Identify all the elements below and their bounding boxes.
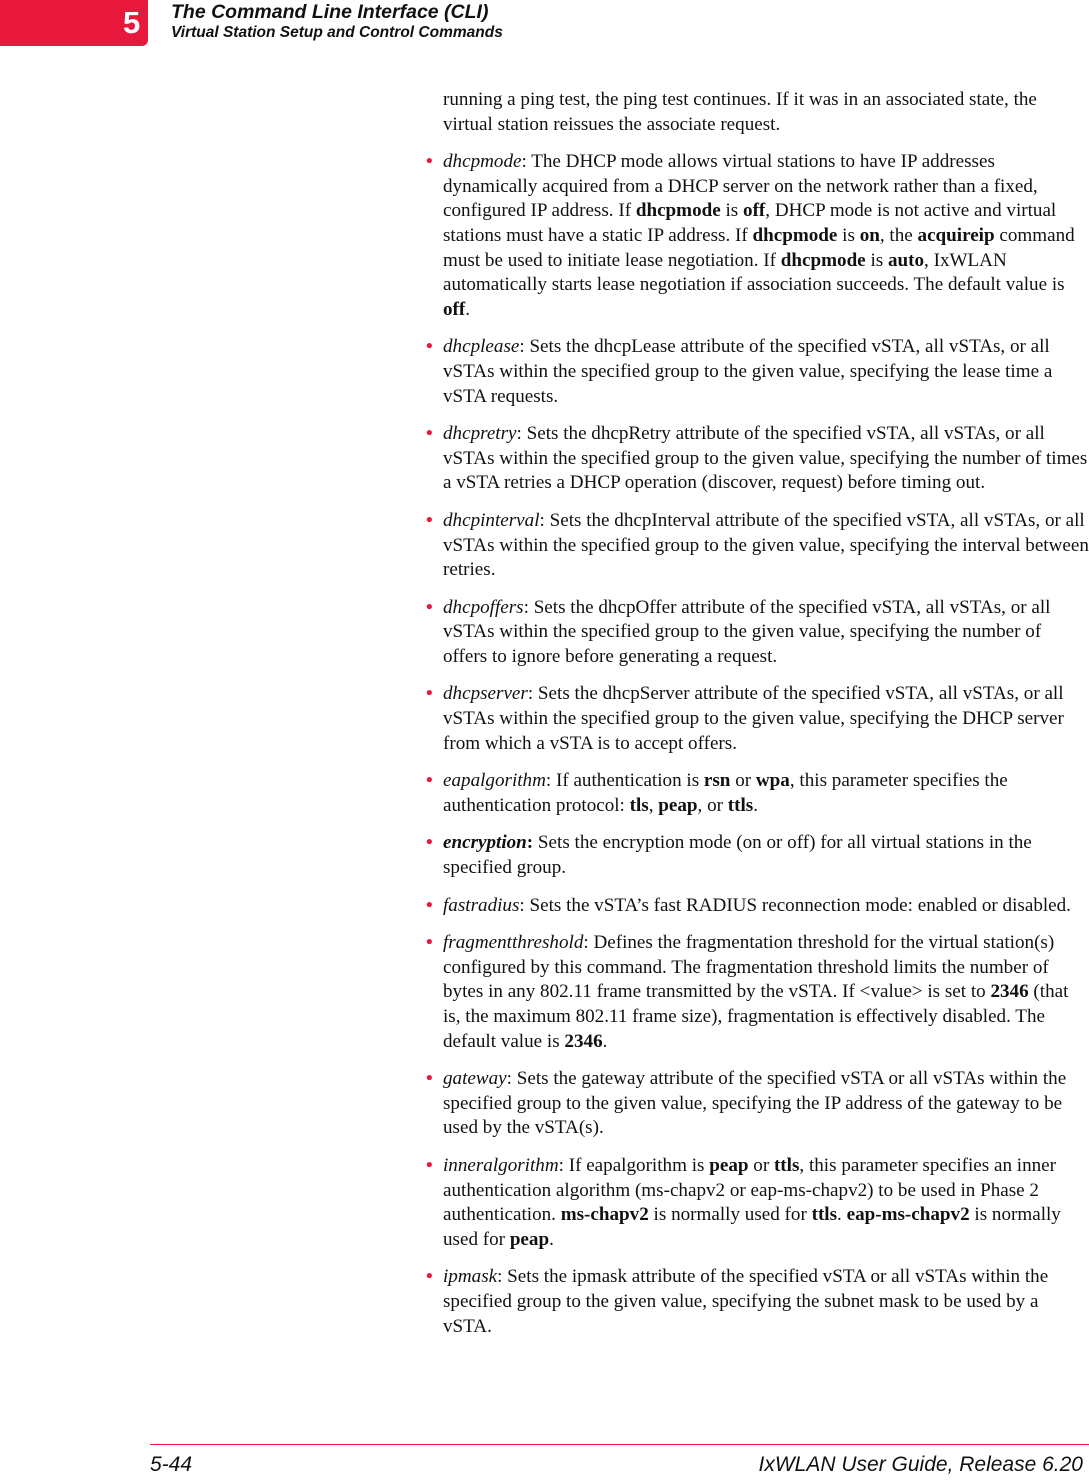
- description-text: : Defines the fragmentation threshold for the virtual station(s) configured by this command. The fragmentation threshold limits the number of bytes in any 802.11 frame transmitted by the vSTA. If <value> is set to: [443, 932, 1055, 1003]
- parameter-term: dhcplease: [443, 336, 520, 358]
- description-text: .: [602, 1030, 608, 1052]
- description-text: : Sets the ipmask attribute of the specified vSTA or all vSTAs within the specified group to the given value, specifying the subnet mask to be used by a vSTA.: [443, 1266, 1049, 1337]
- list-item: [426, 831, 1089, 880]
- description-text: : Sets the dhcpLease attribute of the specified vSTA, all vSTAs, or all vSTAs within the specified group to the given value, specifying the lease time a vSTA requests.: [443, 336, 1053, 407]
- footer-rule: [150, 1444, 1089, 1445]
- description-text: command must be used to initiate lease negotiation. If: [443, 224, 1075, 271]
- description-text: is: [865, 249, 888, 271]
- bold-keyword: auto: [887, 249, 925, 271]
- description-text: : Sets the dhcpRetry attribute of the specified vSTA, all vSTAs, or all vSTAs within the specified group to the given value, specifying the number of times a vSTA retries a DHCP operation (discover, request) before timing out.: [443, 423, 1088, 494]
- parameter-term: eapalgorithm: [443, 770, 546, 792]
- list-item: [426, 1067, 1089, 1141]
- chapter-number: 5: [123, 5, 141, 40]
- intro-paragraph: running a ping test, the ping test continues. If it was in an associated state, the virtual station reissues the associate request.: [443, 89, 1037, 135]
- list-item: [426, 509, 1089, 583]
- bullet-icon: •: [426, 151, 433, 173]
- list-item: [426, 769, 1089, 818]
- list-item: [426, 335, 1089, 409]
- bullet-icon: •: [426, 1266, 433, 1288]
- parameter-term: fastradius: [443, 894, 520, 916]
- parameter-term: encryption: [443, 832, 527, 854]
- bold-keyword: dhcpmode: [780, 249, 866, 271]
- description-text: : If authentication is: [545, 770, 704, 792]
- description-text: .: [837, 1204, 847, 1226]
- list-item: [426, 150, 1089, 322]
- bullet-icon: •: [426, 509, 433, 531]
- list-item: [426, 931, 1089, 1054]
- bold-keyword: peap: [709, 1154, 749, 1176]
- bold-keyword: eap-ms-chapv2: [846, 1204, 970, 1226]
- bold-keyword: off: [743, 200, 766, 222]
- parameter-term: dhcpinterval: [443, 509, 540, 531]
- description-text: ,: [648, 794, 659, 816]
- bullet-icon: •: [426, 423, 433, 445]
- bold-keyword: ttls: [811, 1204, 838, 1226]
- bold-keyword: ms-chapv2: [560, 1204, 649, 1226]
- description-text: : The DHCP mode allows virtual stations to have IP addresses dynamically acquired from a DHCP server on the network rather than a fixed, configured IP address. If: [443, 151, 1038, 222]
- bold-keyword: rsn: [703, 770, 731, 792]
- bullet-icon: •: [426, 683, 433, 705]
- bullet-icon: •: [426, 770, 433, 792]
- list-item: [426, 682, 1089, 756]
- description-text: or: [730, 770, 756, 792]
- description-text: .: [549, 1228, 554, 1250]
- parameter-term: inneralgorithm: [443, 1154, 559, 1176]
- bullet-icon: •: [426, 1068, 433, 1090]
- parameter-term: dhcpretry: [443, 423, 517, 445]
- bullet-icon: •: [426, 832, 433, 854]
- bullet-icon: •: [426, 1154, 433, 1176]
- parameter-term: gateway: [443, 1068, 507, 1090]
- description-text: (that is, the maximum 802.11 frame size), fragmentation is effectively disabled. The default value is: [443, 981, 1069, 1052]
- description-text: : Sets the dhcpOffer attribute of the specified vSTA, all vSTAs, or all vSTAs within the specified group to the given value, specifying the number of offers to ignore before generating a request.: [443, 596, 1051, 667]
- list-item: [426, 894, 1089, 919]
- bold-keyword: ttls: [773, 1154, 800, 1176]
- bold-keyword: 2346: [564, 1030, 603, 1052]
- bold-keyword: peap: [509, 1228, 550, 1250]
- description-text: or: [748, 1154, 774, 1176]
- description-text: : Sets the dhcpInterval attribute of the specified vSTA, all vSTAs, or all vSTAs within the specified group to the given value, specifying the interval between retries.: [443, 509, 1089, 581]
- description-text: , this parameter specifies the authentication protocol:: [443, 770, 1008, 816]
- parameter-term: ipmask: [443, 1266, 498, 1288]
- description-text: : Sets the vSTA’s fast RADIUS reconnection mode: enabled or disabled.: [519, 894, 1071, 916]
- bold-keyword: :: [526, 832, 534, 854]
- parameter-term: dhcpmode: [443, 151, 522, 173]
- page-number: 5-44: [150, 1453, 193, 1476]
- parameter-term: dhcpserver: [443, 683, 528, 705]
- description-text: .: [465, 298, 471, 320]
- bullet-icon: •: [426, 894, 433, 916]
- description-text: is: [837, 224, 860, 246]
- description-text: , this parameter specifies an inner authentication algorithm (ms-chapv2 or eap-ms-chapv2) to be used in Phase 2 authentication.: [443, 1154, 1057, 1226]
- bold-keyword: dhcpmode: [635, 200, 721, 222]
- list-item: [426, 422, 1089, 496]
- description-text: : Sets the dhcpServer attribute of the specified vSTA, all vSTAs, or all vSTAs within the specified group to the given value, specifying the DHCP server from which a vSTA is to accept offers.: [443, 683, 1064, 754]
- bullet-icon: •: [426, 932, 433, 954]
- description-text: : Sets the gateway attribute of the specified vSTA or all vSTAs within the specified group to the given value, specifying the IP address of the gateway to be used by the vSTA(s).: [443, 1068, 1067, 1139]
- bold-keyword: peap: [658, 794, 698, 816]
- bold-keyword: acquireip: [917, 224, 995, 246]
- main-content: [426, 88, 1089, 1352]
- bold-keyword: dhcpmode: [752, 224, 838, 246]
- description-text: is normally used for: [648, 1204, 812, 1226]
- parameter-term: fragmentthreshold: [443, 932, 584, 954]
- bold-keyword: wpa: [755, 770, 790, 792]
- description-text: , DHCP mode is not active and virtual stations must have a static IP address. If: [443, 200, 1057, 246]
- bold-keyword: 2346: [990, 981, 1029, 1003]
- bullet-icon: •: [426, 596, 433, 618]
- running-header-subtitle: Virtual Station Setup and Control Commands: [171, 24, 503, 41]
- running-header-title: The Command Line Interface (CLI): [171, 1, 489, 23]
- list-item: [426, 1265, 1089, 1339]
- bullet-icon: •: [426, 336, 433, 358]
- document-title: IxWLAN User Guide, Release 6.20: [758, 1453, 1083, 1476]
- description-text: .: [753, 794, 759, 816]
- description-text: is normally used for: [443, 1204, 1061, 1250]
- parameter-list: [426, 150, 1089, 1339]
- description-text: , or: [697, 794, 728, 816]
- description-text: : If eapalgorithm is: [558, 1154, 710, 1176]
- list-item: [426, 1154, 1089, 1252]
- parameter-term: dhcpoffers: [443, 596, 524, 618]
- bold-keyword: ttls: [727, 794, 754, 816]
- description-text: , IxWLAN automatically starts lease negotiation if association succeeds. The default value is: [443, 249, 1065, 296]
- description-text: Sets the encryption mode (on or off) for all virtual stations in the specified group.: [443, 832, 1032, 879]
- list-item: [426, 596, 1089, 670]
- chapter-tab: [0, 0, 148, 46]
- description-text: is: [720, 200, 744, 222]
- description-text: , the: [879, 224, 918, 246]
- bold-keyword: off: [443, 298, 466, 320]
- bold-keyword: on: [859, 224, 880, 246]
- bold-keyword: tls: [629, 794, 649, 816]
